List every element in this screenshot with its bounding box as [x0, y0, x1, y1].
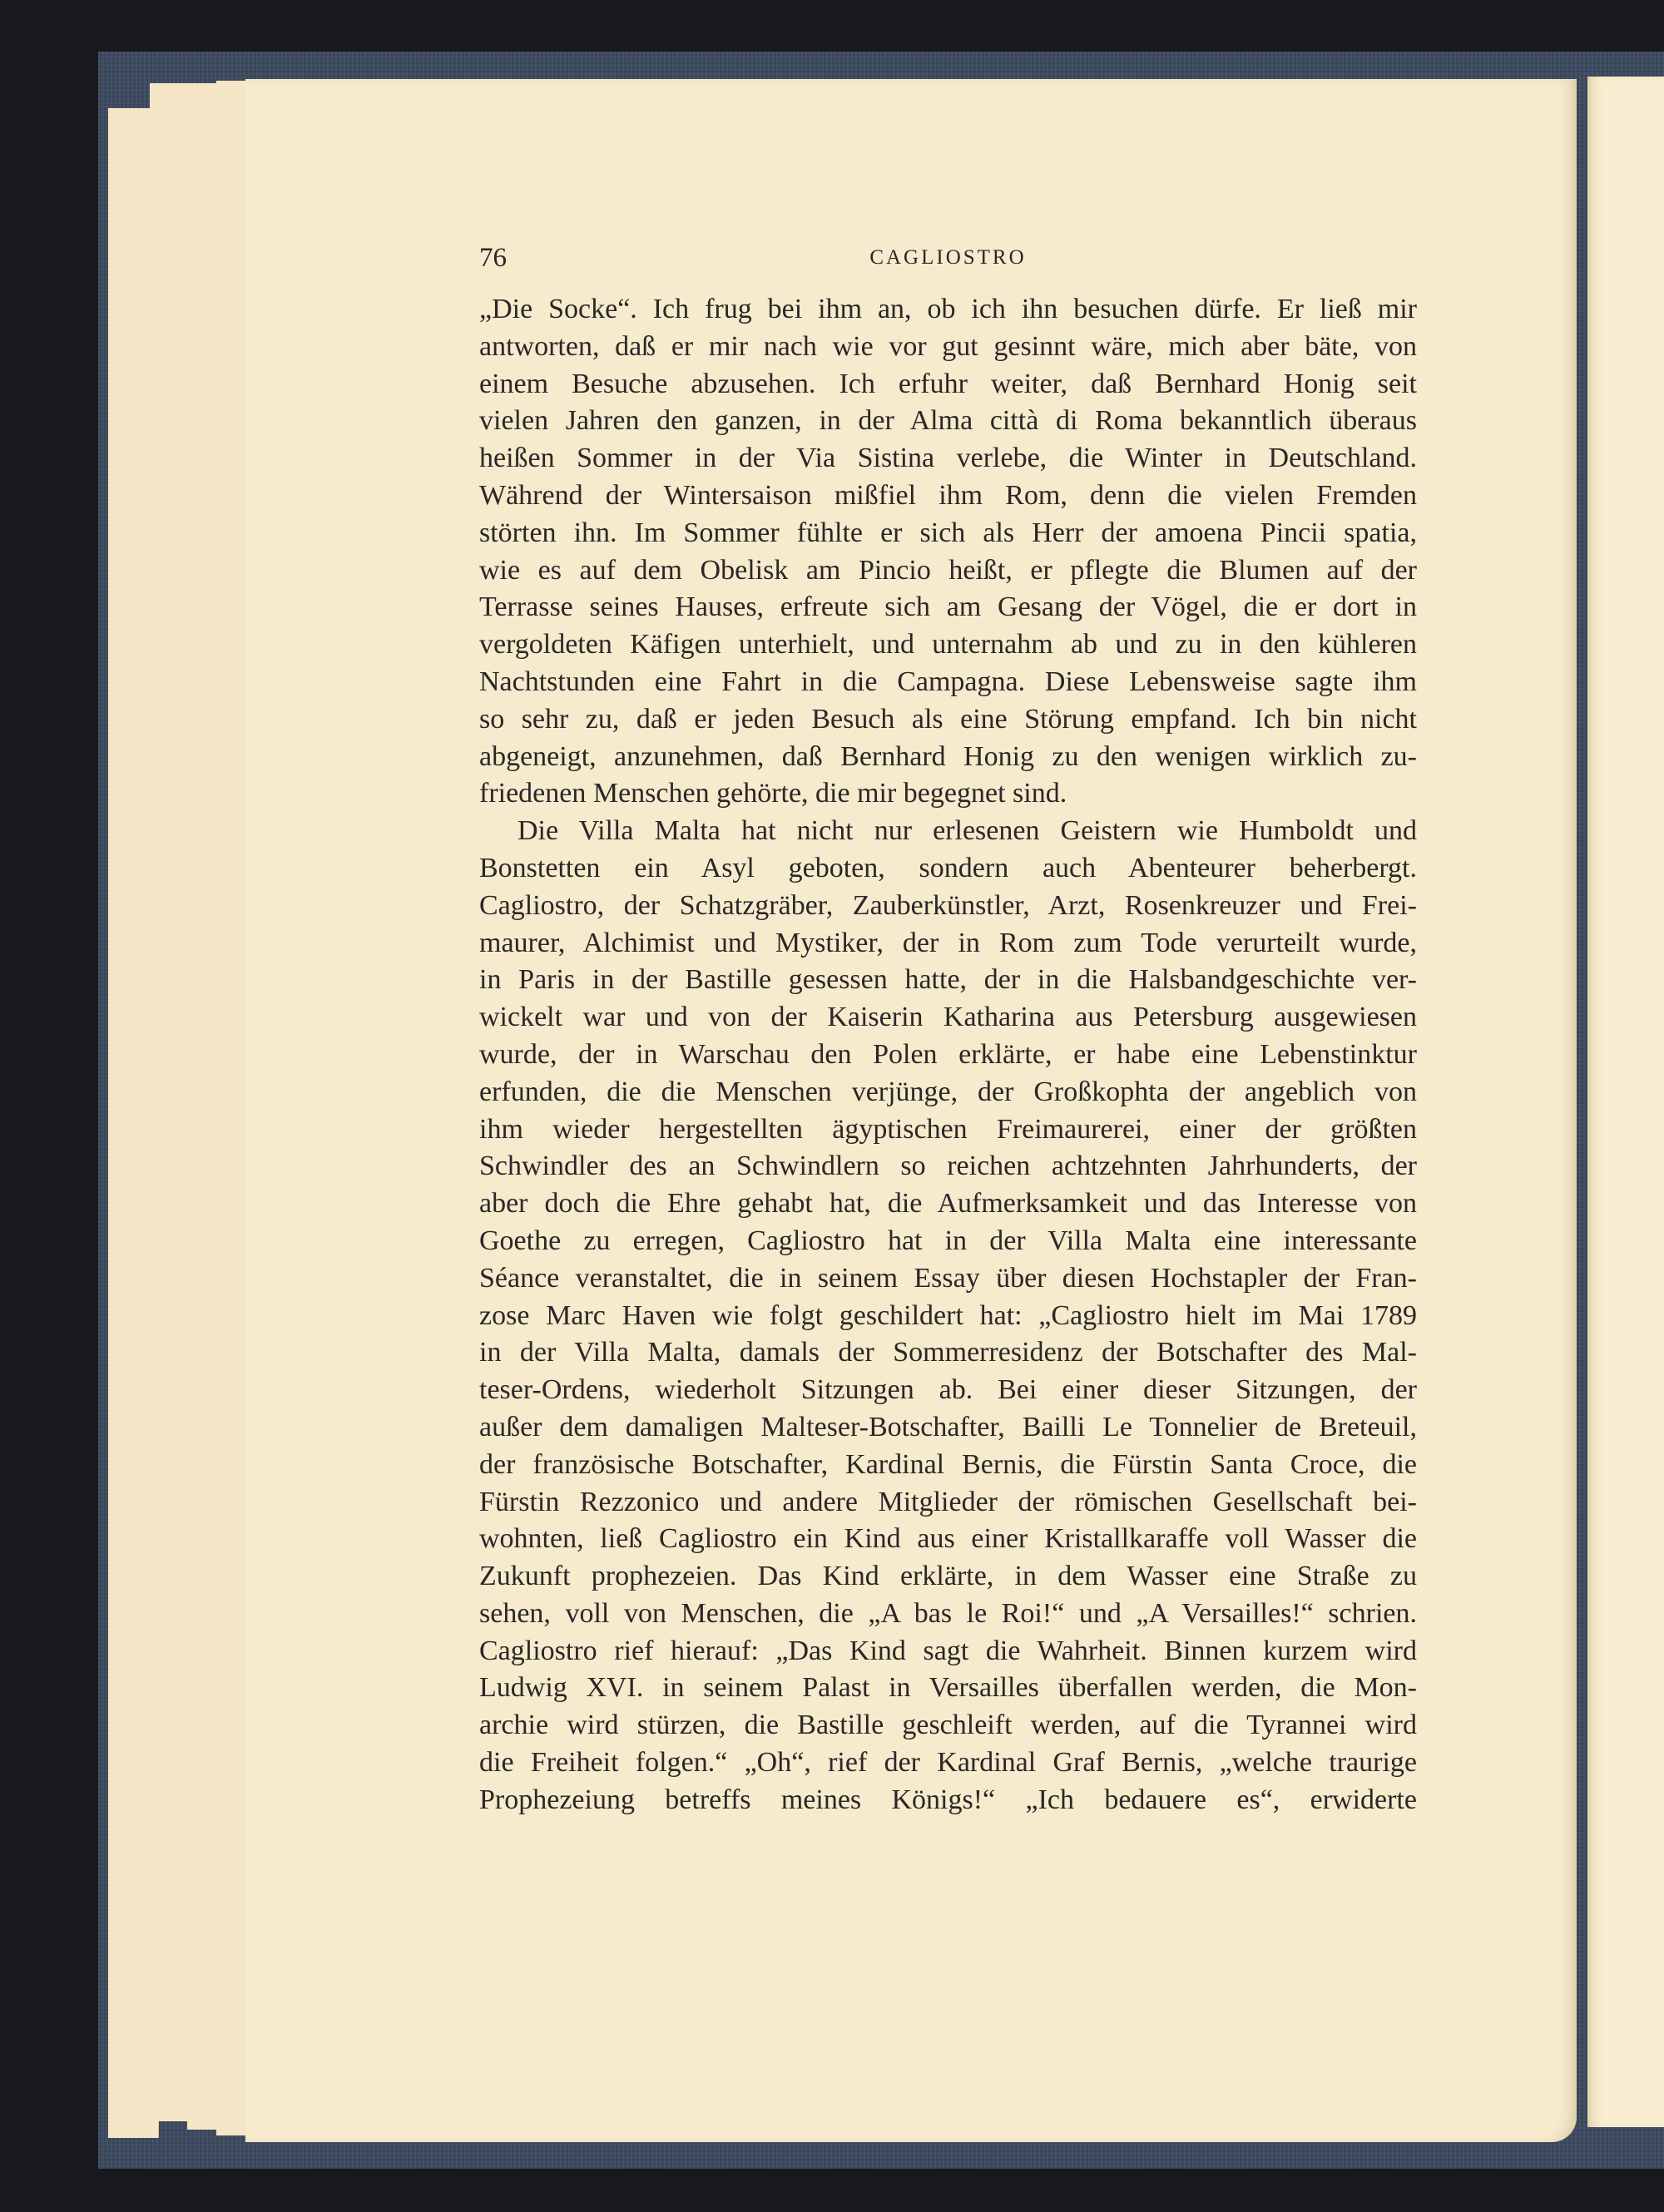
text-line: in der Villa Malta, damals der Sommerresidenz der Botschafter des Mal-: [479, 1337, 1417, 1368]
text-line: sehen, voll von Menschen, die „A bas le Roi!“ und „A Versailles!“ schrien.: [479, 1597, 1417, 1629]
paragraph: [479, 813, 1417, 1819]
text-line: Prophezeiung betreffs meines Königs!“ „Ich bedauere es“, erwiderte: [479, 1784, 1417, 1815]
text-line: zose Marc Haven wie folgt geschildert hat: „Cagliostro hielt im Mai 1789: [479, 1299, 1417, 1331]
text-line: einem Besuche abzusehen. Ich erfuhr weiter, daß Bernhard Honig seit: [479, 368, 1417, 399]
text-line: friedenen Menschen gehörte, die mir begegnet sind.: [479, 778, 1067, 809]
text-line: erfunden, die die Menschen verjünge, der Großkophta der angeblich von: [479, 1076, 1417, 1107]
text-line: Schwindler des an Schwindlern so reichen achtzehnten Jahrhunderts, der: [479, 1151, 1417, 1182]
text-line: antworten, daß er mir nach wie vor gut gesinnt wäre, mich aber bäte, von: [479, 330, 1417, 362]
page-header: [479, 243, 1417, 276]
text-line: wurde, der in Warschau den Polen erklärte, er habe eine Lebenstinktur: [479, 1038, 1417, 1070]
text-line: Nachtstunden eine Fahrt in die Campagna. Diese Lebensweise sagte ihm: [479, 666, 1417, 697]
text-line: störten ihn. Im Sommer fühlte er sich als Herr der amoena Pincii spatia,: [479, 517, 1417, 548]
text-line: vergoldeten Käfigen unterhielt, und unternahm ab und zu in den kühleren: [479, 629, 1417, 661]
text-line: wickelt war und von der Kaiserin Katharina aus Petersburg ausgewiesen: [479, 1002, 1417, 1033]
text-line: Ludwig XVI. in seinem Palast in Versailles überfallen werden, die Mon-: [479, 1672, 1417, 1704]
text-line: vielen Jahren den ganzen, in der Alma città di Roma bekanntlich überaus: [479, 405, 1417, 437]
text-line: heißen Sommer in der Via Sistina verlebe, die Winter in Deutschland.: [479, 443, 1417, 474]
text-line: Séance veranstaltet, die in seinem Essay über diesen Hochstapler der Fran-: [479, 1262, 1417, 1294]
text-line: Die Villa Malta hat nicht nur erlesenen Geistern wie Humboldt und: [518, 815, 1417, 847]
text-line: Terrasse seines Hauses, erfreute sich am Gesang der Vögel, die er dort in: [479, 591, 1417, 623]
text-line: aber doch die Ehre gehabt hat, die Aufmerksamkeit und das Interesse von: [479, 1188, 1417, 1220]
text-line: Während der Wintersaison mißfiel ihm Rom, denn die vielen Fremden: [479, 479, 1417, 511]
text-line: maurer, Alchimist und Mystiker, der in Rom zum Tode verurteilt wurde,: [479, 927, 1417, 958]
text-line: archie wird stürzen, die Bastille geschleift werden, auf die Tyrannei wird: [479, 1710, 1417, 1741]
text-line: in Paris in der Bastille gesessen hatte, der in die Halsbandgeschichte ver-: [479, 964, 1417, 996]
paragraph: [479, 291, 1417, 813]
text-line: Cagliostro, der Schatzgräber, Zauberkünstler, Arzt, Rosenkreuzer und Frei-: [479, 889, 1417, 921]
text-line: Zukunft prophezeien. Das Kind erklärte, in dem Wasser eine Straße zu: [479, 1561, 1417, 1592]
text-line: Bonstetten ein Asyl geboten, sondern auch Abenteurer beherbergt.: [479, 852, 1417, 883]
text-line: der französische Botschafter, Kardinal Bernis, die Fürstin Santa Croce, die: [479, 1448, 1417, 1480]
page-stack-edge: [150, 83, 192, 2121]
body-text: [479, 291, 1417, 1819]
text-line: Cagliostro rief hierauf: „Das Kind sagt die Wahrheit. Binnen kurzem wird: [479, 1635, 1417, 1666]
text-line: wie es auf dem Obelisk am Pincio heißt, er pflegte die Blumen auf der: [479, 554, 1417, 586]
facing-page-edge: [1587, 77, 1664, 2127]
text-line: die Freiheit folgen.“ „Oh“, rief der Kardinal Graf Bernis, „welche traurige: [479, 1747, 1417, 1779]
text-line: „Die Socke“. Ich frug bei ihm an, ob ich ihn besuchen dürfe. Er ließ mir: [479, 294, 1417, 324]
text-line: wohnten, ließ Cagliostro ein Kind aus einer Kristallkaraffe voll Wasser die: [479, 1523, 1417, 1555]
text-line: abgeneigt, anzunehmen, daß Bernhard Honig zu den wenigen wirklich zu-: [479, 740, 1417, 772]
text-line: außer dem damaligen Malteser-Botschafter, Bailli Le Tonnelier de Breteuil,: [479, 1411, 1417, 1443]
text-line: Fürstin Rezzonico und andere Mitglieder der römischen Gesellschaft bei-: [479, 1486, 1417, 1517]
text-line: Goethe zu erregen, Cagliostro hat in der Villa Malta eine interessante: [479, 1225, 1417, 1256]
text-line: so sehr zu, daß er jeden Besuch als eine Störung empfand. Ich bin nicht: [479, 703, 1417, 735]
running-title: CAGLIOSTRO: [869, 246, 1027, 269]
text-line: teser-Ordens, wiederholt Sitzungen ab. Bei einer dieser Sitzungen, der: [479, 1374, 1417, 1406]
text-line: ihm wieder hergestellten ägyptischen Freimaurerei, einer der größten: [479, 1113, 1417, 1145]
page-number: 76: [479, 243, 507, 273]
